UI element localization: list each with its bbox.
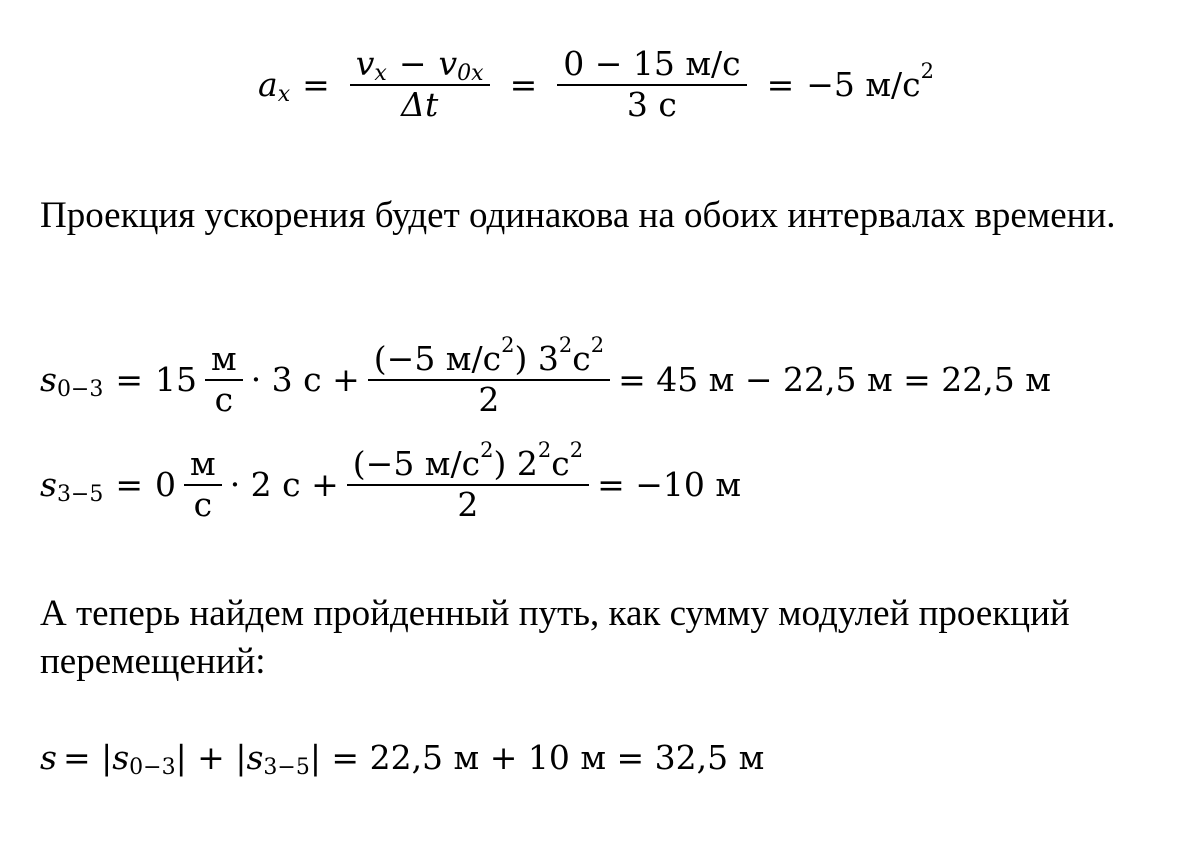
eq1-lhs-sub: x — [277, 82, 291, 108]
eq2-fraction: (−5 м/с 2 ) 3 2 с 2 2 — [368, 340, 610, 420]
acceleration-equation: a x = v x − v 0x Δt = $\frac{0 - 15 м/с}{3 с}$ = −5 м/с 2 — [258, 44, 935, 124]
eq1-v0x: v — [438, 44, 458, 83]
eq1-delta-t: Δt — [401, 84, 439, 124]
eq4-result: | = 22,5 м + 10 м = 32,5 м — [309, 738, 765, 777]
displacement-equation-3-5: s 3−5 = 0 $\frac{м}{с}$ · 2 с + (−5 м/с 2 ) 2 2 с 2 2 = −10 м — [40, 438, 742, 524]
eq1-vx: v — [355, 44, 375, 83]
eq3-result: = −10 м — [597, 465, 742, 505]
paragraph-acceleration-note: Проекция ускорения будет одинакова на обоих интервалах времени. — [40, 195, 1116, 236]
total-path-equation: s = | s 0−3 | + | s 3−5 | = 22,5 м + 10 м = 32,5 м — [40, 738, 765, 780]
unit-fraction: $\frac{м}{с}$ — [184, 445, 222, 525]
eq3-fraction: (−5 м/с 2 ) 2 2 с 2 2 — [347, 445, 589, 525]
equals-sign: = — [302, 65, 330, 105]
displacement-equation-0-3: s 0−3 = 15 $\frac{м}{с}$ · 3 с + (−5 м/с 2 ) 3 2 с 2 2 = 45 м − 22,5 м = 22,5 м — [40, 333, 1051, 419]
eq1-result: −5 м/с — [806, 65, 921, 105]
eq1-fraction-1: v x − v 0x Δt — [350, 45, 490, 125]
paragraph-path-note: А теперь найдем пройденный путь, как сумму модулей проекций перемещений: — [40, 593, 1070, 682]
eq1-fraction-2: $\frac{0 - 15 м/с}{3 с}$ — [557, 45, 746, 125]
unit-fraction: $\frac{м}{с}$ — [205, 340, 243, 420]
eq1-lhs: a — [258, 65, 278, 105]
eq2-result: = 45 м − 22,5 м = 22,5 м — [618, 360, 1051, 400]
